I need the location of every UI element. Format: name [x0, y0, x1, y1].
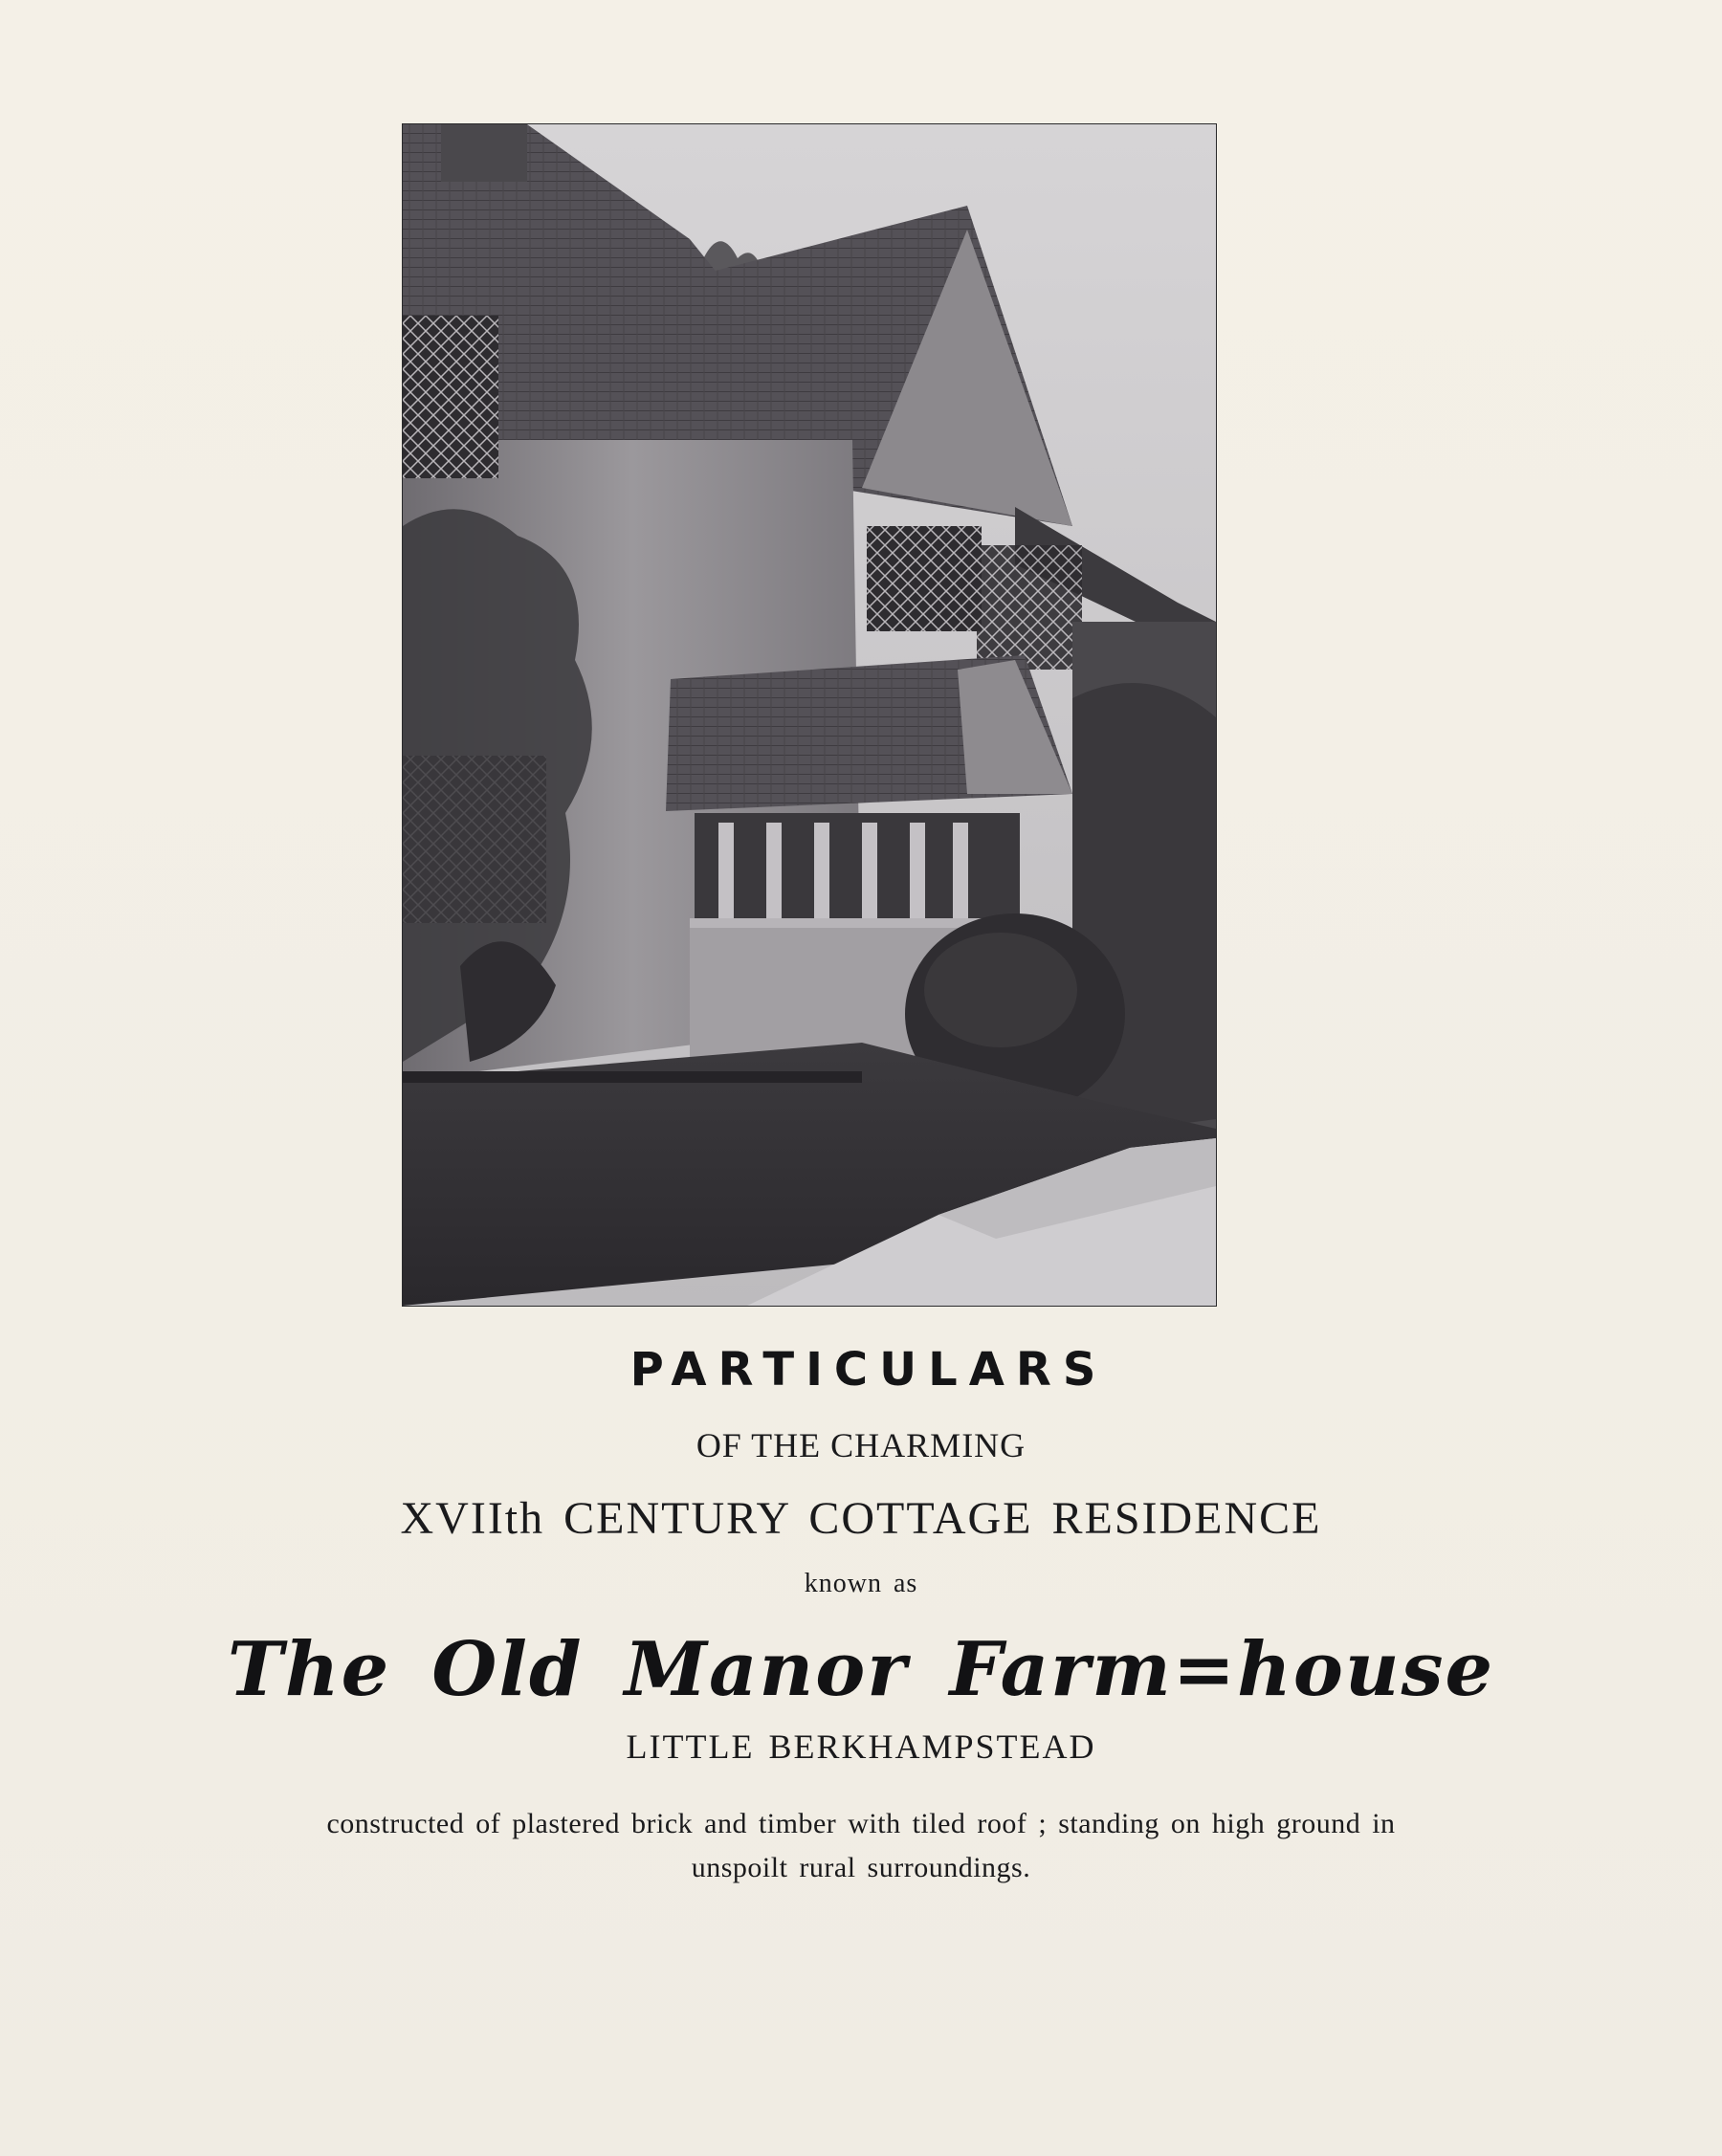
- description-line-1: constructed of plastered brick and timber with tiled roof ; standing on high ground in: [326, 1808, 1396, 1839]
- subtitle-line-1: OF THE CHARMING: [695, 1426, 1027, 1464]
- house-photograph: [403, 124, 1216, 1306]
- property-description: [0, 1802, 1722, 1890]
- subtitle-line-2: XVIIth CENTURY COTTAGE RESIDENCE: [400, 1493, 1322, 1544]
- property-name: The Old Manor Farm=house: [227, 1626, 1495, 1713]
- photograph-illustration: [403, 124, 1216, 1306]
- known-as-text: known as: [804, 1569, 918, 1598]
- property-location: LITTLE BERKHAMPSTEAD: [626, 1727, 1096, 1766]
- description-line-2: unspoilt rural surroundings.: [691, 1852, 1031, 1883]
- heading-particulars: PARTICULARS: [629, 1343, 1108, 1397]
